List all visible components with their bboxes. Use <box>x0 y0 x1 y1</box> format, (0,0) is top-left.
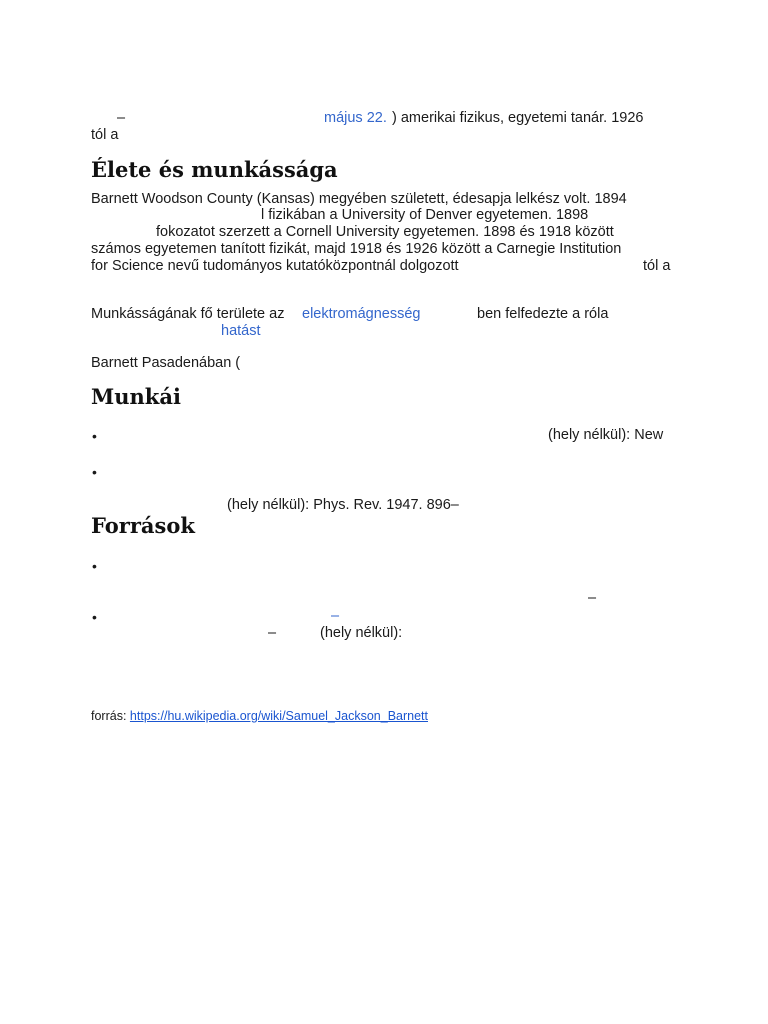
sources-item-2-text: (hely nélkül): <box>320 625 403 641</box>
source-footer <box>91 709 428 724</box>
intro-text: ) amerikai fizikus, egyetemi tanár. 1926 <box>392 110 644 126</box>
work-suffix: ben felfedezte a róla <box>477 306 609 322</box>
electromagnetism-link[interactable]: elektromágnesség <box>302 306 421 322</box>
life-line-4: számos egyetemen tanított fizikát, majd 1918 és 1926 között a Carnegie Institution <box>91 241 622 257</box>
effect-link[interactable]: hatást <box>221 323 261 339</box>
works-item-1-text: (hely nélkül): New <box>548 427 664 443</box>
source-url-link[interactable]: https://hu.wikipedia.org/wiki/Samuel_Jackson_Barnett <box>129 709 428 723</box>
life-line-1: Barnett Woodson County (Kansas) megyében született, édesapja lelkész volt. 1894 <box>91 191 627 207</box>
section-heading-works: Munkái <box>91 384 181 409</box>
intro-dash: – <box>117 110 126 126</box>
works-bullet-1: • <box>92 428 97 444</box>
sources-item-2-dash: – <box>268 625 277 641</box>
death-text: Barnett Pasadenában ( <box>91 355 241 371</box>
works-bullet-2: • <box>92 464 97 480</box>
life-line-5: for Science nevű tudományos kutatóközpontnál dolgozott <box>91 258 459 274</box>
life-line-3: fokozatot szerzett a Cornell University egyetemen. 1898 és 1918 között <box>156 224 614 240</box>
sources-item-2-link[interactable]: – <box>331 608 340 624</box>
life-line-6: tól a <box>643 258 671 274</box>
intro-text-line2: tól a <box>91 127 119 143</box>
work-prefix: Munkásságának fő területe az <box>91 306 285 322</box>
section-heading-life: Élete és munkássága <box>91 157 338 182</box>
sources-bullet-2: • <box>92 609 97 625</box>
sources-item-1-dash: – <box>588 590 597 606</box>
birth-date-link[interactable]: május 22. <box>324 110 387 126</box>
life-line-2: l fizikában a University of Denver egyetemen. 1898 <box>261 207 589 223</box>
section-heading-sources: Források <box>91 513 195 538</box>
works-item-2-text: (hely nélkül): Phys. Rev. 1947. 896– <box>227 497 459 513</box>
sources-bullet-1: • <box>92 558 97 574</box>
source-label: forrás: <box>91 709 127 723</box>
